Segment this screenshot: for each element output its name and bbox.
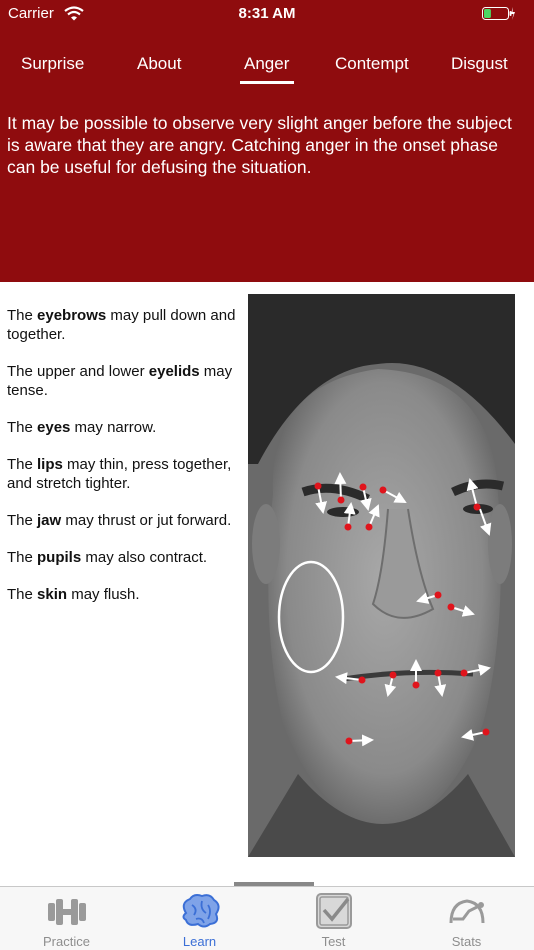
gauge-icon [445, 893, 489, 931]
tab-contempt[interactable]: Contempt [335, 54, 409, 73]
cue-eyes: The eyes may narrow. [7, 419, 157, 436]
tab-practice[interactable] [0, 887, 133, 950]
checkbox-icon [312, 893, 356, 931]
status-bar [0, 0, 534, 28]
active-tab-indicator [240, 81, 294, 84]
tab-learn[interactable] [133, 887, 266, 950]
cue-skin: The skin may flush. [7, 586, 140, 603]
dumbbell-icon [45, 893, 89, 931]
tab-test[interactable] [267, 887, 400, 950]
tab-surprise[interactable]: Surprise [21, 54, 85, 73]
tab-about[interactable]: About [137, 54, 182, 73]
cue-lips: The lips may thin, press together, and stretch tighter. [7, 456, 232, 492]
cue-eyebrows: The eyebrows may pull down and together. [7, 307, 236, 343]
tab-practice-label: Practice [43, 934, 90, 949]
intro-text: It may be possible to observe very slight anger before the subject is aware that they are angry. Catching anger in the onset phase can be useful for defusing the situation. [7, 113, 512, 177]
cue-jaw: The jaw may thrust or jut forward. [7, 512, 232, 529]
tab-disgust[interactable]: Disgust [451, 54, 508, 73]
anger-face-photo [248, 294, 515, 857]
tab-test-label: Test [321, 934, 346, 949]
bottom-tab-bar [0, 886, 534, 950]
tab-stats[interactable] [400, 887, 533, 950]
carrier-label: Carrier [8, 5, 54, 22]
tab-stats-label: Stats [451, 934, 482, 949]
cue-pupils: The pupils may also contract. [7, 549, 208, 566]
cue-list [7, 306, 243, 622]
battery-icon [482, 6, 515, 21]
tab-anger[interactable]: Anger [244, 54, 290, 73]
clock: 8:31 AM [238, 5, 296, 22]
tab-learn-label: Learn [182, 934, 217, 949]
emotion-tabs [0, 48, 534, 88]
cue-eyelids: The upper and lower eyelids may tense. [7, 363, 233, 399]
header [0, 0, 534, 282]
brain-icon [178, 893, 222, 931]
